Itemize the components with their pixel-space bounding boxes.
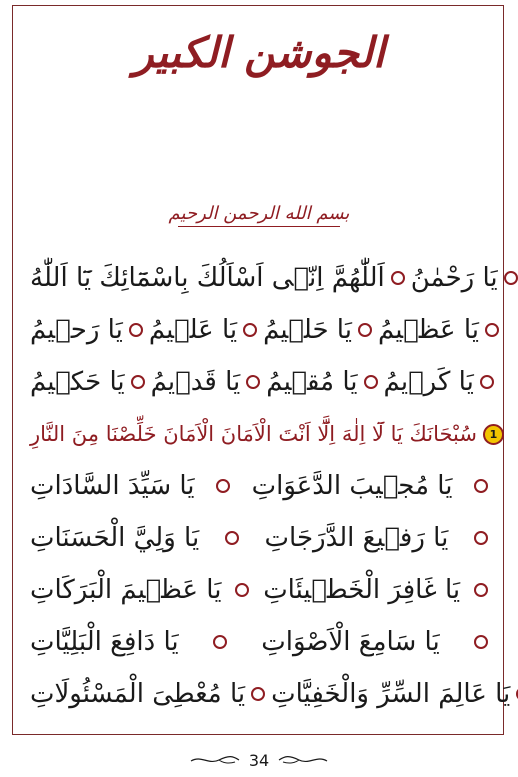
left-ornament-icon xyxy=(189,753,241,767)
invocation: يَا سَيِّدَ السَّادَاتِ xyxy=(30,471,195,501)
separator-circle-icon xyxy=(246,375,260,389)
prayer-line-6 xyxy=(30,512,494,564)
separator-circle-icon xyxy=(485,323,499,337)
refrain-number-badge: 1 xyxy=(483,424,504,445)
prayer-line-5 xyxy=(30,460,494,512)
invocation: يَا حَلٖيمُ xyxy=(263,315,352,345)
invocation: يَا مُجٖيبَ الدَّعَوَاتِ xyxy=(251,471,453,501)
separator-circle-icon xyxy=(358,323,372,337)
separator-circle-icon xyxy=(391,271,405,285)
invocation: يَا دَافِعَ الْبَلِيَّاتِ xyxy=(30,627,179,657)
right-ornament-icon xyxy=(277,753,329,767)
invocation: يَا رَحْمٰنُ xyxy=(410,263,498,293)
invocation: اَللّٰهُمَّ اِنّٖى اَسْاَلُكَ بِاسْمَٓائِكَ يَٓا اَللّٰهُ xyxy=(30,263,385,293)
prayer-line-1 xyxy=(30,252,498,304)
prayer-line-8 xyxy=(30,616,494,668)
invocation: يَا مُعْطِىَ الْمَسْئُولَاتِ xyxy=(30,679,246,709)
separator-circle-icon xyxy=(131,375,145,389)
separator-circle-icon xyxy=(474,531,488,545)
separator-circle-icon xyxy=(480,375,494,389)
separator-circle-icon xyxy=(474,479,488,493)
prayer-line-9 xyxy=(30,668,511,720)
invocation: يَا عَالِمَ السِّرِّ وَالْخَفِيَّاتِ xyxy=(271,679,511,709)
invocation: يَا رَحٖيمُ xyxy=(30,315,123,345)
refrain-line xyxy=(30,408,498,460)
invocation: يَا غَافِرَ الْخَطٖيئَاتِ xyxy=(263,575,461,605)
separator-circle-icon xyxy=(129,323,143,337)
refrain-text: سُبْحَانَكَ يَا لَٓا اِلٰهَ اِلَّٓا اَنْتَ الْاَمَانَ الْاَمَانَ خَلِّصْنَا مِنَ النَّارِ xyxy=(30,422,477,446)
basmala-underline xyxy=(178,226,340,227)
invocation: يَا عَظٖيمَ الْبَرَكَاتِ xyxy=(30,575,222,605)
invocation: يَا عَلٖيمُ xyxy=(148,315,238,345)
page-number: 34 xyxy=(248,750,270,770)
separator-circle-icon xyxy=(216,479,230,493)
prayer-lines xyxy=(30,252,511,720)
separator-circle-icon xyxy=(225,531,239,545)
separator-circle-icon xyxy=(235,583,249,597)
prayer-line-3 xyxy=(30,356,494,408)
page-footer xyxy=(0,748,518,772)
prayer-line-2 xyxy=(30,304,494,356)
page-title: الجوشن الكبير xyxy=(133,28,385,77)
invocation: يَا سَامِعَ الْاَصْوَاتِ xyxy=(261,627,440,657)
invocation: يَا كَرٖيمُ xyxy=(383,367,474,397)
invocation: يَا قَدٖيمُ xyxy=(150,367,241,397)
separator-circle-icon xyxy=(474,635,488,649)
invocation: يَا حَكٖيمُ xyxy=(30,367,125,397)
basmala: بسم الله الرحمن الرحيم xyxy=(168,203,350,224)
separator-circle-icon xyxy=(251,687,265,701)
invocation: يَا وَلِيَّ الْحَسَنَاتِ xyxy=(30,523,200,553)
separator-circle-icon xyxy=(504,271,518,285)
invocation: يَا مُقٖيمُ xyxy=(266,367,358,397)
separator-circle-icon xyxy=(474,583,488,597)
invocation: يَا رَفٖيعَ الدَّرَجَاتِ xyxy=(264,523,449,553)
separator-circle-icon xyxy=(364,375,378,389)
invocation: يَا عَظٖيمُ xyxy=(377,315,479,345)
separator-circle-icon xyxy=(213,635,227,649)
prayer-line-7 xyxy=(30,564,494,616)
separator-circle-icon xyxy=(243,323,257,337)
